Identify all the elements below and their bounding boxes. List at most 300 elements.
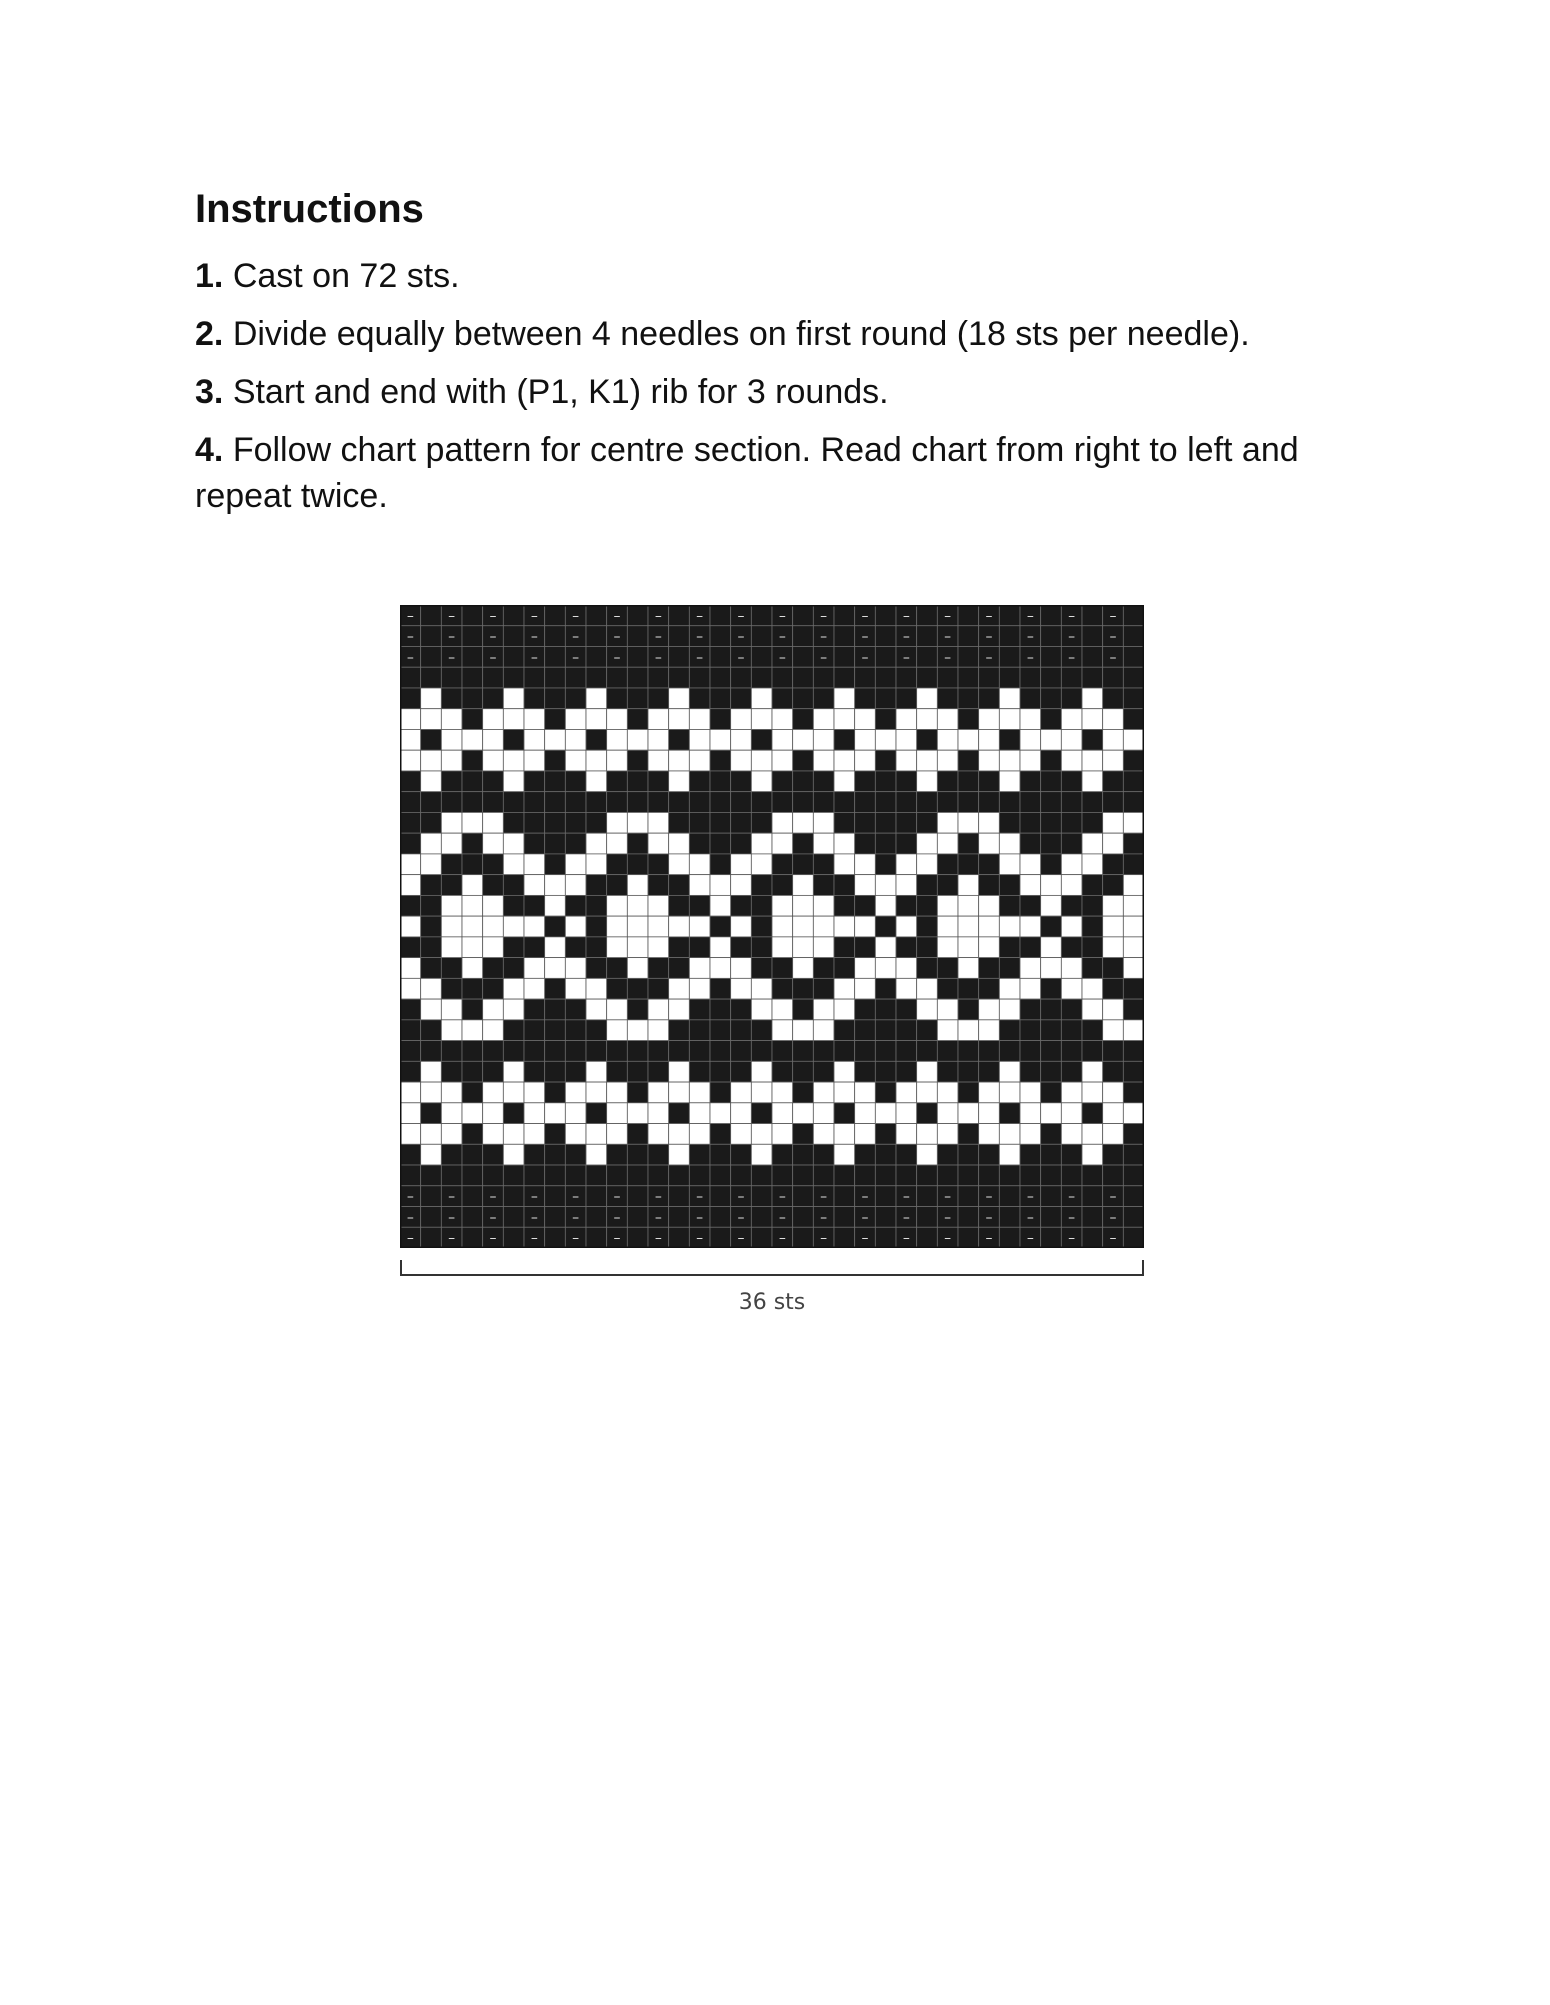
dark-stitch-cell (710, 750, 731, 771)
dark-stitch-cell (462, 1061, 483, 1082)
dark-stitch-cell (751, 792, 772, 813)
purl-symbol: – (1109, 608, 1117, 625)
light-stitch-cell (834, 999, 855, 1020)
light-stitch-cell (545, 729, 566, 750)
dark-stitch-cell (813, 771, 834, 792)
light-stitch-cell (999, 688, 1020, 709)
dark-stitch-cell (751, 1207, 772, 1228)
light-stitch-cell (751, 978, 772, 999)
light-stitch-cell (1082, 688, 1103, 709)
light-stitch-cell (607, 1103, 628, 1124)
dark-stitch-cell (1061, 667, 1082, 688)
dark-stitch-cell (421, 812, 442, 833)
dark-stitch-cell (1082, 667, 1103, 688)
light-stitch-cell (772, 709, 793, 730)
dark-stitch-cell (875, 812, 896, 833)
dark-stitch-cell (834, 895, 855, 916)
light-stitch-cell (979, 1020, 1000, 1041)
purl-symbol: – (737, 649, 745, 666)
dark-stitch-cell (731, 1144, 752, 1165)
dark-stitch-cell (400, 1020, 421, 1041)
dark-stitch-cell (875, 999, 896, 1020)
dark-stitch-cell (669, 1103, 690, 1124)
purl-symbol: – (448, 629, 456, 646)
dark-stitch-cell (958, 646, 979, 667)
dark-stitch-cell (462, 1207, 483, 1228)
dark-stitch-cell (669, 626, 690, 647)
dark-stitch-cell (999, 1020, 1020, 1041)
dark-stitch-cell (483, 978, 504, 999)
light-stitch-cell (421, 1082, 442, 1103)
purl-symbol: – (985, 1209, 993, 1226)
purl-symbol: – (654, 1209, 662, 1226)
light-stitch-cell (648, 833, 669, 854)
purl-symbol: – (406, 1209, 414, 1226)
light-stitch-cell (731, 750, 752, 771)
dark-stitch-cell (421, 916, 442, 937)
dark-stitch-cell (710, 916, 731, 937)
purl-symbol: – (613, 629, 621, 646)
dark-stitch-cell (793, 667, 814, 688)
dark-stitch-cell (875, 1124, 896, 1145)
dark-stitch-cell (937, 1041, 958, 1062)
light-stitch-cell (669, 750, 690, 771)
light-stitch-cell (441, 895, 462, 916)
light-stitch-cell (441, 937, 462, 958)
purl-symbol: – (1068, 629, 1076, 646)
light-stitch-cell (607, 937, 628, 958)
light-stitch-cell (441, 750, 462, 771)
purl-symbol: – (861, 1209, 869, 1226)
purl-symbol: – (530, 608, 538, 625)
light-stitch-cell (1103, 999, 1124, 1020)
dark-stitch-cell (400, 812, 421, 833)
light-stitch-cell (917, 771, 938, 792)
light-stitch-cell (731, 978, 752, 999)
light-stitch-cell (999, 854, 1020, 875)
light-stitch-cell (421, 688, 442, 709)
light-stitch-cell (565, 729, 586, 750)
page-title: Instructions (195, 187, 424, 231)
light-stitch-cell (937, 1124, 958, 1145)
purl-symbol: – (1026, 608, 1034, 625)
light-stitch-cell (855, 1082, 876, 1103)
dark-stitch-cell (710, 978, 731, 999)
light-stitch-cell (875, 895, 896, 916)
dark-stitch-cell (669, 605, 690, 626)
step-3 (195, 369, 1375, 415)
dark-stitch-cell (834, 605, 855, 626)
dark-stitch-cell (958, 792, 979, 813)
dark-stitch-cell (586, 812, 607, 833)
light-stitch-cell (958, 895, 979, 916)
light-stitch-cell (875, 937, 896, 958)
dark-stitch-cell (689, 1041, 710, 1062)
dark-stitch-cell (1041, 626, 1062, 647)
light-stitch-cell (648, 1103, 669, 1124)
purl-symbol: – (613, 1189, 621, 1206)
light-stitch-cell (855, 958, 876, 979)
dark-stitch-cell (958, 833, 979, 854)
dark-stitch-cell (1123, 646, 1144, 667)
instructions-section (195, 183, 1375, 531)
dark-stitch-cell (524, 688, 545, 709)
dark-stitch-cell (937, 978, 958, 999)
light-stitch-cell (917, 1082, 938, 1103)
dark-stitch-cell (999, 958, 1020, 979)
dark-stitch-cell (958, 626, 979, 647)
light-stitch-cell (710, 875, 731, 896)
light-stitch-cell (751, 1124, 772, 1145)
purl-symbol: – (406, 608, 414, 625)
light-stitch-cell (421, 1061, 442, 1082)
light-stitch-cell (689, 729, 710, 750)
dark-stitch-cell (731, 1041, 752, 1062)
light-stitch-cell (917, 1124, 938, 1145)
dark-stitch-cell (627, 854, 648, 875)
dark-stitch-cell (1123, 999, 1144, 1020)
light-stitch-cell (979, 1082, 1000, 1103)
light-stitch-cell (793, 1020, 814, 1041)
dark-stitch-cell (1041, 1227, 1062, 1248)
step-1 (195, 253, 1375, 299)
dark-stitch-cell (1061, 1061, 1082, 1082)
dark-stitch-cell (421, 1103, 442, 1124)
dark-stitch-cell (1061, 833, 1082, 854)
dark-stitch-cell (607, 875, 628, 896)
light-stitch-cell (1123, 958, 1144, 979)
dark-stitch-cell (607, 771, 628, 792)
dark-stitch-cell (483, 1144, 504, 1165)
dark-stitch-cell (462, 667, 483, 688)
light-stitch-cell (483, 750, 504, 771)
dark-stitch-cell (958, 999, 979, 1020)
light-stitch-cell (607, 1082, 628, 1103)
light-stitch-cell (813, 1020, 834, 1041)
dark-stitch-cell (462, 978, 483, 999)
light-stitch-cell (1123, 812, 1144, 833)
dark-stitch-cell (503, 1186, 524, 1207)
light-stitch-cell (875, 958, 896, 979)
dark-stitch-cell (524, 812, 545, 833)
light-stitch-cell (586, 833, 607, 854)
dark-stitch-cell (834, 792, 855, 813)
purl-symbol: – (696, 1189, 704, 1206)
light-stitch-cell (400, 958, 421, 979)
dark-stitch-cell (483, 771, 504, 792)
dark-stitch-cell (586, 916, 607, 937)
dark-stitch-cell (855, 1144, 876, 1165)
light-stitch-cell (813, 1124, 834, 1145)
purl-symbol: – (944, 629, 952, 646)
dark-stitch-cell (834, 875, 855, 896)
light-stitch-cell (1061, 854, 1082, 875)
dark-stitch-cell (441, 854, 462, 875)
dark-stitch-cell (1020, 1061, 1041, 1082)
light-stitch-cell (1123, 1103, 1144, 1124)
light-stitch-cell (896, 1082, 917, 1103)
dark-stitch-cell (710, 605, 731, 626)
step-4 (195, 427, 1375, 519)
dark-stitch-cell (772, 958, 793, 979)
light-stitch-cell (586, 688, 607, 709)
dark-stitch-cell (503, 875, 524, 896)
light-stitch-cell (462, 729, 483, 750)
light-stitch-cell (979, 729, 1000, 750)
dark-stitch-cell (1061, 1020, 1082, 1041)
dark-stitch-cell (669, 729, 690, 750)
light-stitch-cell (607, 1124, 628, 1145)
dark-stitch-cell (979, 771, 1000, 792)
dark-stitch-cell (896, 1144, 917, 1165)
light-stitch-cell (689, 1124, 710, 1145)
light-stitch-cell (441, 1082, 462, 1103)
dark-stitch-cell (607, 1061, 628, 1082)
dark-stitch-cell (834, 626, 855, 647)
light-stitch-cell (1020, 750, 1041, 771)
dark-stitch-cell (958, 1041, 979, 1062)
light-stitch-cell (834, 833, 855, 854)
light-stitch-cell (669, 1144, 690, 1165)
light-stitch-cell (1020, 875, 1041, 896)
light-stitch-cell (834, 688, 855, 709)
dark-stitch-cell (1020, 1041, 1041, 1062)
light-stitch-cell (586, 771, 607, 792)
dark-stitch-cell (462, 646, 483, 667)
dark-stitch-cell (400, 937, 421, 958)
dark-stitch-cell (1082, 626, 1103, 647)
purl-symbol: – (654, 1189, 662, 1206)
purl-symbol: – (737, 1230, 745, 1247)
dark-stitch-cell (421, 605, 442, 626)
dark-stitch-cell (607, 854, 628, 875)
purl-symbol: – (820, 1209, 828, 1226)
dark-stitch-cell (1061, 688, 1082, 709)
light-stitch-cell (483, 1020, 504, 1041)
dark-stitch-cell (855, 1165, 876, 1186)
light-stitch-cell (834, 854, 855, 875)
dark-stitch-cell (896, 771, 917, 792)
dark-stitch-cell (1020, 833, 1041, 854)
light-stitch-cell (689, 875, 710, 896)
dark-stitch-cell (524, 792, 545, 813)
light-stitch-cell (834, 771, 855, 792)
purl-symbol: – (902, 1209, 910, 1226)
dark-stitch-cell (793, 626, 814, 647)
dark-stitch-cell (917, 729, 938, 750)
light-stitch-cell (400, 978, 421, 999)
dark-stitch-cell (813, 1144, 834, 1165)
dark-stitch-cell (421, 895, 442, 916)
dark-stitch-cell (462, 999, 483, 1020)
dark-stitch-cell (999, 1041, 1020, 1062)
dark-stitch-cell (1041, 1082, 1062, 1103)
dark-stitch-cell (607, 1165, 628, 1186)
light-stitch-cell (669, 1082, 690, 1103)
dark-stitch-cell (751, 1186, 772, 1207)
dark-stitch-cell (1082, 605, 1103, 626)
dark-stitch-cell (524, 1041, 545, 1062)
light-stitch-cell (855, 1124, 876, 1145)
dark-stitch-cell (1041, 667, 1062, 688)
light-stitch-cell (400, 1103, 421, 1124)
light-stitch-cell (545, 875, 566, 896)
dark-stitch-cell (731, 667, 752, 688)
dark-stitch-cell (524, 771, 545, 792)
dark-stitch-cell (1041, 1207, 1062, 1228)
light-stitch-cell (545, 937, 566, 958)
dark-stitch-cell (772, 875, 793, 896)
dark-stitch-cell (813, 854, 834, 875)
dark-stitch-cell (689, 937, 710, 958)
purl-symbol: – (572, 629, 580, 646)
dark-stitch-cell (813, 688, 834, 709)
light-stitch-cell (421, 833, 442, 854)
dark-stitch-cell (731, 833, 752, 854)
dark-stitch-cell (689, 895, 710, 916)
light-stitch-cell (689, 750, 710, 771)
dark-stitch-cell (545, 771, 566, 792)
light-stitch-cell (462, 1103, 483, 1124)
dark-stitch-cell (586, 729, 607, 750)
dark-stitch-cell (731, 1061, 752, 1082)
purl-symbol: – (406, 1189, 414, 1206)
dark-stitch-cell (896, 895, 917, 916)
dark-stitch-cell (875, 916, 896, 937)
dark-stitch-cell (441, 1061, 462, 1082)
light-stitch-cell (565, 1082, 586, 1103)
dark-stitch-cell (627, 792, 648, 813)
light-stitch-cell (1103, 1103, 1124, 1124)
dark-stitch-cell (1103, 958, 1124, 979)
dark-stitch-cell (565, 771, 586, 792)
light-stitch-cell (669, 709, 690, 730)
light-stitch-cell (1103, 833, 1124, 854)
purl-symbol: – (448, 1189, 456, 1206)
purl-symbol: – (572, 1189, 580, 1206)
light-stitch-cell (979, 1103, 1000, 1124)
light-stitch-cell (627, 916, 648, 937)
light-stitch-cell (896, 958, 917, 979)
light-stitch-cell (1123, 1020, 1144, 1041)
dark-stitch-cell (979, 978, 1000, 999)
dark-stitch-cell (958, 854, 979, 875)
light-stitch-cell (793, 916, 814, 937)
light-stitch-cell (565, 875, 586, 896)
dark-stitch-cell (1041, 1041, 1062, 1062)
light-stitch-cell (1103, 750, 1124, 771)
dark-stitch-cell (524, 1144, 545, 1165)
dark-stitch-cell (462, 626, 483, 647)
light-stitch-cell (813, 1103, 834, 1124)
dark-stitch-cell (855, 937, 876, 958)
dark-stitch-cell (689, 1061, 710, 1082)
dark-stitch-cell (545, 1041, 566, 1062)
dark-stitch-cell (917, 1103, 938, 1124)
light-stitch-cell (421, 750, 442, 771)
light-stitch-cell (1020, 854, 1041, 875)
dark-stitch-cell (834, 1041, 855, 1062)
light-stitch-cell (648, 916, 669, 937)
light-stitch-cell (607, 1020, 628, 1041)
dark-stitch-cell (999, 875, 1020, 896)
dark-stitch-cell (545, 1144, 566, 1165)
light-stitch-cell (586, 1124, 607, 1145)
dark-stitch-cell (1082, 916, 1103, 937)
dark-stitch-cell (1041, 1124, 1062, 1145)
purl-symbol: – (902, 1230, 910, 1247)
purl-symbol: – (448, 649, 456, 666)
step-number: 2. (195, 315, 224, 353)
dark-stitch-cell (483, 958, 504, 979)
dark-stitch-cell (421, 729, 442, 750)
purl-symbol: – (696, 629, 704, 646)
dark-stitch-cell (524, 999, 545, 1020)
dark-stitch-cell (958, 709, 979, 730)
light-stitch-cell (731, 916, 752, 937)
light-stitch-cell (565, 1124, 586, 1145)
dark-stitch-cell (627, 1041, 648, 1062)
dark-stitch-cell (813, 958, 834, 979)
light-stitch-cell (937, 729, 958, 750)
dark-stitch-cell (958, 688, 979, 709)
chart-grid (400, 605, 1144, 1248)
dark-stitch-cell (958, 1144, 979, 1165)
light-stitch-cell (917, 978, 938, 999)
dark-stitch-cell (689, 688, 710, 709)
dark-stitch-cell (958, 1082, 979, 1103)
light-stitch-cell (999, 1061, 1020, 1082)
dark-stitch-cell (937, 771, 958, 792)
light-stitch-cell (896, 1124, 917, 1145)
light-stitch-cell (855, 875, 876, 896)
light-stitch-cell (689, 1082, 710, 1103)
dark-stitch-cell (607, 792, 628, 813)
light-stitch-cell (421, 1144, 442, 1165)
dark-stitch-cell (710, 1207, 731, 1228)
dark-stitch-cell (565, 812, 586, 833)
light-stitch-cell (834, 1144, 855, 1165)
light-stitch-cell (1103, 895, 1124, 916)
dark-stitch-cell (979, 688, 1000, 709)
light-stitch-cell (1061, 916, 1082, 937)
dark-stitch-cell (855, 667, 876, 688)
light-stitch-cell (1041, 875, 1062, 896)
dark-stitch-cell (731, 895, 752, 916)
light-stitch-cell (421, 999, 442, 1020)
purl-symbol: – (613, 649, 621, 666)
dark-stitch-cell (710, 1227, 731, 1248)
dark-stitch-cell (999, 646, 1020, 667)
dark-stitch-cell (627, 1207, 648, 1228)
light-stitch-cell (1061, 750, 1082, 771)
dark-stitch-cell (1041, 978, 1062, 999)
dark-stitch-cell (917, 895, 938, 916)
light-stitch-cell (710, 937, 731, 958)
dark-stitch-cell (545, 854, 566, 875)
light-stitch-cell (524, 958, 545, 979)
purl-symbol: – (1026, 1189, 1034, 1206)
light-stitch-cell (400, 916, 421, 937)
light-stitch-cell (607, 999, 628, 1020)
light-stitch-cell (400, 750, 421, 771)
dark-stitch-cell (648, 1061, 669, 1082)
dark-stitch-cell (1123, 709, 1144, 730)
dark-stitch-cell (669, 1227, 690, 1248)
light-stitch-cell (1041, 958, 1062, 979)
dark-stitch-cell (855, 792, 876, 813)
light-stitch-cell (483, 1082, 504, 1103)
